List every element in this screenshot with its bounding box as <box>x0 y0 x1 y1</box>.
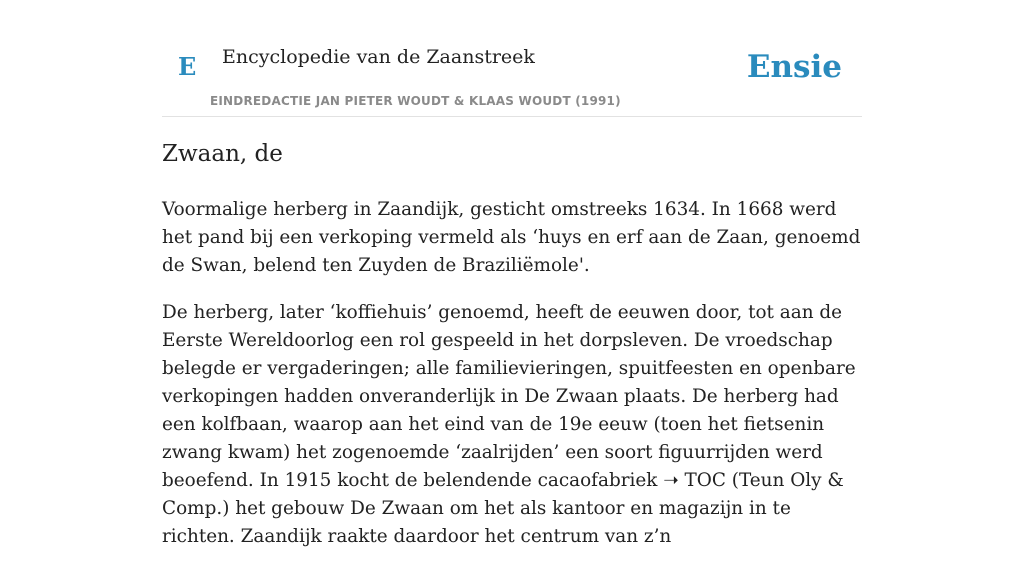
article-paragraph-1: Voormalige herberg in Zaandijk, gesticht omstreeks 1634. In 1668 werd het pand bij een verkoping vermeld als ‘huys en erf aan de Zaan, genoemd de Swan, belend ten Zuyden de Braziliëmole'. <box>162 199 861 276</box>
site-header <box>162 0 862 117</box>
article-paragraph-2: De herberg, later ‘koffiehuis’ genoemd, heeft de eeuwen door, tot aan de Eerste Wereldoorlog een rol gespeeld in het dorpsleven. De vroedschap belegde er vergaderingen; alle familievieringen, spuitfeesten en openbare verkopingen hadden onveranderlijk in De Zwaan plaats. De herberg had een kolfbaan, waarop aan het eind van de 19e eeuw (toen het fietsenin zwang kwam) het zogenoemde ‘zaalrijden’ een soort figuurrijden werd beoefend. In 1915 kocht de belendende cacaofabriek ➝ TOC (Teun Oly & Comp.) het gebouw De Zwaan om het als kantoor en magazijn in te richten. Zaandijk raakte daardoor het centrum van z’n <box>162 302 856 547</box>
site-title[interactable]: Encyclopedie van de Zaanstreek <box>222 46 535 68</box>
ensie-logo[interactable]: Ensie <box>746 49 842 85</box>
article <box>162 138 862 570</box>
logo-e-icon[interactable]: E <box>178 52 197 81</box>
article-title: Zwaan, de <box>162 141 283 167</box>
site-subtitle: EINDREDACTIE JAN PIETER WOUDT & KLAAS WOUDT (1991) <box>210 94 621 108</box>
